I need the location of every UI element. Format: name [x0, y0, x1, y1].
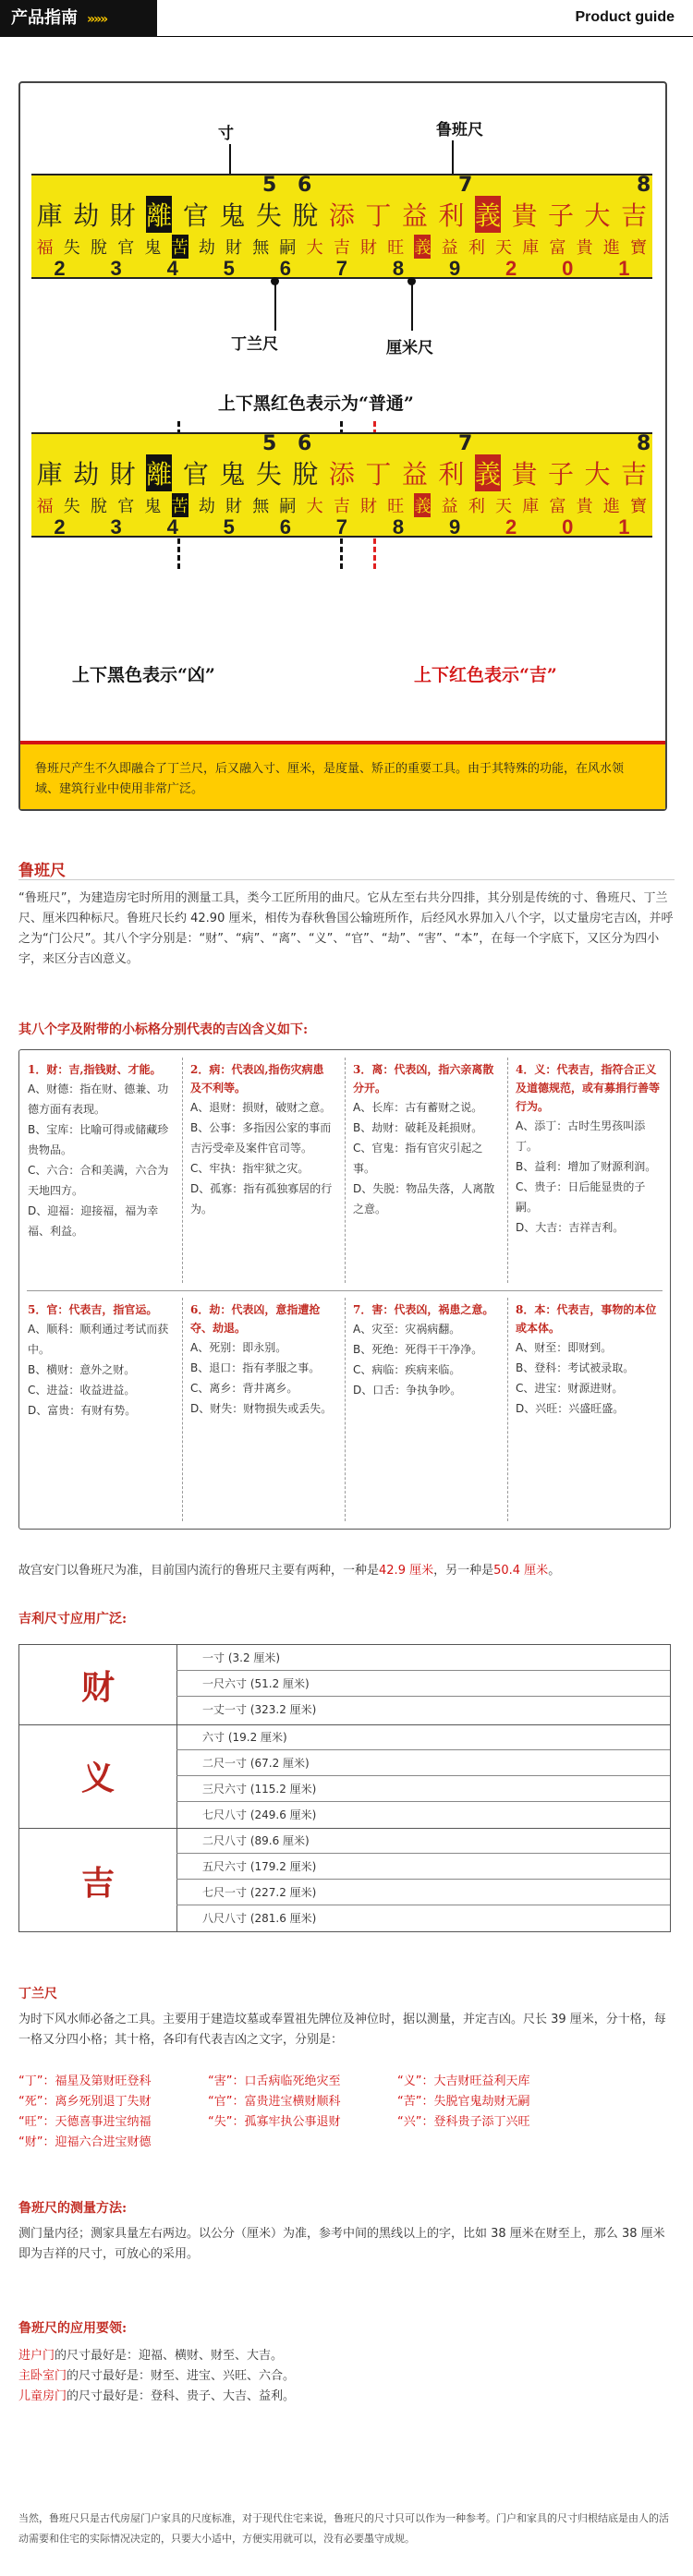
ruler-char: 寶 [630, 238, 648, 258]
dinglan-item [397, 2072, 530, 2092]
dinglan-value: ：大吉财旺益利天库 [421, 2074, 530, 2088]
ruler-digit: 6 [279, 515, 291, 538]
meaning-line: C、进宝：财源进财。 [516, 1382, 624, 1395]
size-row: 二尺一寸 (67.2 厘米) [176, 1750, 670, 1776]
ruler-char: 鬼 [144, 497, 162, 516]
usage-value: 的尺寸最好是：财至、进宝、兴旺、六合。 [67, 2369, 296, 2383]
text-part: 故宫安门以鲁班尺为准，目前国内流行的鲁班尺主要有两种，一种是 [18, 1564, 380, 1578]
ruler-row-luban [31, 454, 652, 491]
ruler-digit: 0 [562, 257, 574, 280]
lucky-char-ji: 吉 [80, 1864, 115, 1903]
ruler-char: 嗣 [279, 497, 297, 516]
meaning-line: A、财至：即财到。 [516, 1341, 613, 1354]
ruler-char: 吉 [333, 497, 350, 516]
dinglan-item [208, 2112, 341, 2133]
dinglan-key: “死” [18, 2095, 43, 2109]
dinglan-item [18, 2092, 152, 2112]
meaning-line: C、六合：合和美满，六合为天地四方。 [28, 1164, 169, 1197]
ruler-digit: 7 [335, 515, 348, 538]
usage-value: 的尺寸最好是：迎福、横财、财至、大吉。 [55, 2349, 284, 2363]
ruler-char: 進 [602, 497, 620, 516]
label-lubanchi: 鲁班尺 [436, 121, 483, 139]
size-row: 五尺六寸 (179.2 厘米) [176, 1854, 670, 1880]
caption-red: 上下红色表示“吉” [414, 665, 557, 685]
ruler-digit: 2 [505, 515, 517, 538]
ruler-char: 添 [328, 459, 355, 490]
ruler-char: 福 [36, 238, 54, 258]
ruler-char: 財 [360, 238, 378, 258]
label-cun: 寸 [218, 125, 234, 143]
ruler-digit: 3 [110, 515, 122, 538]
ruler-char: 旺 [387, 238, 405, 258]
ruler-char: 子 [547, 200, 574, 231]
caption-black: 上下黑色表示“凶” [72, 665, 215, 685]
dinglan-value: ：天德喜事进宝纳福 [43, 2115, 152, 2129]
ruler-char: 天 [495, 497, 513, 516]
ruler-char: 劫 [73, 459, 100, 490]
meaning-line: A、长库：古有蓄财之说。 [353, 1101, 483, 1114]
ruler-digit: 8 [392, 257, 405, 280]
meaning-title: 4．义：代表吉，指符合正义及道德规范，或有募捐行善等行为。 [516, 1063, 661, 1113]
meaning-line: B、横财：意外之财。 [28, 1363, 136, 1376]
meaning-title: 6．劫：代表凶，意指遭抢夺、劫退。 [190, 1303, 321, 1335]
ruler-char: 財 [109, 459, 136, 490]
ruler-char: 脫 [292, 459, 319, 490]
section-heading-sizes: 吉利尺寸应用广泛: [18, 1612, 128, 1627]
header-title: 产品指南 [11, 8, 78, 28]
meaning-title: 1．财：吉,指钱财、才能。 [28, 1063, 162, 1076]
ruler-digit: 8 [392, 515, 405, 538]
ruler-char: 利 [468, 238, 485, 258]
dinglan-key: “失” [208, 2115, 233, 2129]
ruler-char: 利 [438, 459, 465, 490]
ruler-char: 離 [146, 454, 172, 491]
ruler-char: 苦 [172, 493, 188, 517]
ruler-digit: 4 [166, 257, 178, 280]
dinglan-item [397, 2112, 530, 2133]
meaning-line: D、兴旺：兴盛旺盛。 [516, 1402, 625, 1415]
ruler-char: 吉 [621, 459, 648, 490]
pointer-dot [407, 277, 416, 285]
ruler-digit: 3 [110, 257, 122, 280]
size-row: 七尺八寸 (249.6 厘米) [202, 1808, 317, 1821]
ruler-char: 失 [255, 200, 282, 231]
size-row: 八尺八寸 (281.6 厘米) [202, 1912, 317, 1925]
ruler-char: 離 [146, 196, 172, 233]
tick-label: 8 [637, 432, 651, 455]
meaning-line: A、死别：即永别。 [190, 1341, 287, 1354]
section-para-method: 测门量内径；测家具量左右两边。以公分（厘米）为准，参考中间的黑线以上的字，比如 38 厘米在财至上，那么 38 厘米即为吉祥的尺寸，可放心的采用。 [18, 2227, 665, 2261]
ruler-char: 財 [360, 497, 378, 516]
meaning-line: D、大吉：吉祥吉利。 [516, 1221, 625, 1234]
ruler-digit: 9 [448, 515, 461, 538]
ruler-char: 益 [441, 238, 458, 258]
lucky-size-table [18, 1644, 671, 1932]
meaning-cell [344, 1289, 506, 1411]
dinglan-item [208, 2072, 341, 2092]
dinglan-value: ：富贵进宝横财顺科 [232, 2095, 341, 2109]
ruler-row-cm [31, 257, 652, 281]
ruler-char: 官 [182, 200, 209, 231]
ruler-char: 財 [109, 200, 136, 231]
ruler-digit: 5 [223, 257, 235, 280]
ruler-digit: 2 [505, 257, 517, 280]
meaning-line: D、口舌：争执争吵。 [353, 1384, 462, 1397]
ruler-char: 庫 [36, 459, 63, 490]
dinglan-value: ：口舌病临死绝灾至 [232, 2074, 341, 2088]
dinglan-key: “兴” [397, 2115, 422, 2129]
header-badge [0, 0, 157, 37]
ruler-char: 劫 [73, 200, 100, 231]
ruler-digit: 1 [618, 257, 630, 280]
meaning-cell [181, 1289, 344, 1430]
ruler-char: 鬼 [219, 459, 246, 490]
dinglan-item [208, 2092, 341, 2112]
footnote: 当然，鲁班尺只是古代房屋门户家具的尺度标准，对于现代住宅来说，鲁班尺的尺寸只可以作为一种参考。门户和家具的尺寸归根结底是由人的活动需要和住宅的实际情况决定的，只要大小适中，方便实用就可以，没有必要墨守成规。 [18, 2512, 669, 2545]
text-part: 。 [548, 1564, 561, 1578]
ruler-char: 脫 [91, 497, 107, 516]
dinglan-key: “义” [397, 2074, 422, 2088]
size-row: 一尺六寸 (51.2 厘米) [176, 1671, 670, 1697]
ruler-char: 苦 [172, 235, 188, 259]
size-row: 二尺八寸 (89.6 厘米) [176, 1828, 670, 1854]
size-row: 一寸 (3.2 厘米) [176, 1645, 670, 1671]
dinglan-key: “丁” [18, 2074, 43, 2088]
dinglan-value: ：失脱官鬼劫财无嗣 [421, 2095, 530, 2109]
ruler-char: 官 [182, 459, 209, 490]
usage-row [18, 2346, 675, 2366]
dinglan-item [18, 2072, 152, 2092]
meaning-line: C、进益：收益进益。 [28, 1384, 136, 1397]
meaning-line: A、添丁：古时生男孩叫添丁。 [516, 1119, 646, 1153]
meaning-line: C、离乡：背井离乡。 [190, 1382, 298, 1395]
section-heading-dinglan: 丁兰尺 [18, 1987, 57, 2002]
label-dinglanchi: 丁兰尺 [231, 335, 278, 354]
dinglan-value: ：登科贵子添丁兴旺 [421, 2115, 530, 2129]
meaning-line: C、贵子：日后能显贵的子嗣。 [516, 1180, 646, 1214]
ruler-char: 大 [306, 497, 323, 516]
tick-label: 5 [262, 432, 277, 455]
section-heading-usage: 鲁班尺的应用要领: [18, 2321, 128, 2336]
ruler-char: 吉 [621, 200, 648, 231]
ruler-char: 失 [63, 238, 80, 258]
meaning-title: 7．害：代表凶，祸患之意。 [353, 1303, 494, 1316]
ruler-char: 義 [475, 196, 501, 233]
value-50: 50.4 厘米 [493, 1564, 549, 1578]
pointer-dot [271, 277, 279, 285]
usage-list [18, 2346, 675, 2407]
meaning-line: A、灾至：灾祸病翻。 [353, 1323, 461, 1336]
ruler-char: 利 [438, 200, 465, 231]
meaning-line: B、益利：增加了财源利润。 [516, 1160, 657, 1173]
ruler-figure [18, 81, 667, 811]
meaning-line: D、财失：财物损失或丢失。 [190, 1402, 333, 1415]
meaning-title: 8．本：代表吉，事物的本位或本体。 [516, 1303, 657, 1335]
ruler-char: 貴 [576, 238, 593, 258]
ruler-char: 天 [495, 238, 513, 258]
meaning-line: A、退财：损财，破财之意。 [190, 1101, 332, 1114]
ruler-char: 子 [547, 459, 574, 490]
meaning-cell [344, 1049, 506, 1230]
usage-value: 的尺寸最好是：登科、贵子、大吉、益利。 [67, 2389, 296, 2403]
ruler-char: 丁 [365, 200, 392, 231]
meaning-line: D、迎福：迎接福，福为幸福、利益。 [28, 1204, 159, 1238]
ruler-char: 脫 [292, 200, 319, 231]
meaning-line: B、退口：指有孝服之事。 [190, 1361, 321, 1374]
ruler-digit: 9 [448, 257, 461, 280]
dinglan-value: ：离乡死别退丁失财 [43, 2095, 152, 2109]
meaning-title: 5．官：代表吉，指官运。 [28, 1303, 158, 1316]
dinglan-item [397, 2092, 530, 2112]
ruler-char: 庫 [522, 497, 540, 516]
ruler-top-numbers [31, 175, 652, 196]
ruler-char: 益 [401, 200, 428, 231]
ruler-char: 利 [468, 497, 485, 516]
usage-row [18, 2387, 675, 2407]
meaning-line: B、死绝：死得干干净净。 [353, 1343, 483, 1356]
meaning-line: B、登科：考试被录取。 [516, 1361, 635, 1374]
ruler-char: 嗣 [279, 238, 297, 258]
page-header [0, 0, 693, 37]
ruler-row-dinglan [31, 235, 652, 259]
ruler-digit: 4 [166, 515, 178, 538]
ruler-char: 寶 [630, 497, 648, 516]
ruler-bottom [31, 432, 652, 538]
dinglan-key: “害” [208, 2074, 233, 2088]
section-heading-eight: 其八个字及附带的小标格分别代表的吉凶含义如下: [18, 1022, 309, 1037]
lucky-char-cai: 财 [80, 1668, 115, 1707]
summary-bar: 鲁班尺产生不久即融合了丁兰尺，后又融入寸、厘米，是度量、矫正的重要工具。由于其特殊的功能，在风水领域、建筑行业中使用非常广泛。 [20, 744, 665, 809]
caption-normal: 上下黑红色表示为“普通” [218, 393, 414, 414]
dinglan-key: “官” [208, 2095, 233, 2109]
meaning-line: B、宝库：比喻可得或储藏珍贵物品。 [28, 1123, 169, 1156]
ruler-char: 庫 [36, 200, 63, 231]
ruler-char: 貴 [511, 200, 538, 231]
ruler-row-dinglan [31, 493, 652, 517]
meaning-line: D、富贵：有财有势。 [28, 1404, 137, 1417]
text-part: ，另一种是 [433, 1564, 494, 1578]
ruler-char: 丁 [365, 459, 392, 490]
ruler-char: 貴 [511, 459, 538, 490]
ruler-char: 義 [414, 235, 431, 259]
section-heading-method: 鲁班尺的测量方法: [18, 2201, 128, 2216]
meaning-line: A、财德：指在财、德兼、功德方面有表现。 [28, 1082, 169, 1116]
ruler-char: 脫 [91, 238, 107, 258]
ruler-digit: 1 [618, 515, 630, 538]
ruler-row-cm [31, 515, 652, 539]
section-para-luban: “鲁班尺”，为建造房宅时所用的测量工具，类今工匠所用的曲尺。它从左至右共分四排，其分别是传统的寸、鲁班尺、丁兰尺、厘米四种标尺。鲁班尺长约 42.90 厘米，相传为春秋鲁国公输班所作，后经风水界加入八个字，以丈量房宅吉凶，并呼之为“门公尺”。其八个字分别是：“财”、“病”、“离”、“义”、“官”、“劫”、“害”、“本”，在每一个字底下，又区分为四小字，来区分吉凶意义。 [18, 891, 674, 966]
ruler-digit: 2 [54, 257, 66, 280]
ruler-char: 益 [401, 459, 428, 490]
dinglan-item [18, 2112, 152, 2133]
ruler-char: 義 [475, 454, 501, 491]
meaning-line: C、牢执：指牢狱之灾。 [190, 1162, 310, 1175]
dinglan-value: ：孤寡牢执公事退财 [232, 2115, 341, 2129]
dinglan-value: ：迎福六合进宝财德 [43, 2135, 152, 2149]
ruler-char: 劫 [198, 497, 215, 516]
ruler-char: 添 [328, 200, 355, 231]
meaning-cell [506, 1049, 669, 1249]
size-row: 三尺六寸 (115.2 厘米) [176, 1776, 670, 1802]
ruler-char: 庫 [522, 238, 540, 258]
meaning-line: D、孤寡：指有孤独寡居的行为。 [190, 1182, 333, 1215]
ruler-char: 官 [117, 238, 135, 258]
meaning-line: C、病临：疾病来临。 [353, 1363, 461, 1376]
dinglan-value: ：福星及第财旺登科 [43, 2074, 152, 2088]
ruler-top [31, 174, 652, 279]
chevron-icon: »»» [87, 12, 107, 27]
meaning-line: B、公事：多指因公家的事而吉污受牵及案件官司等。 [190, 1121, 332, 1155]
dinglan-key: “苦” [397, 2095, 422, 2109]
ruler-char: 財 [225, 238, 243, 258]
lucky-char-yi: 义 [80, 1759, 115, 1797]
ruler-types-line [18, 1561, 675, 1581]
value-42: 42.9 厘米 [379, 1564, 434, 1578]
ruler-digit: 0 [562, 515, 574, 538]
ruler-digit: 6 [279, 257, 291, 280]
tick-label: 6 [298, 174, 312, 197]
ruler-char: 無 [252, 238, 270, 258]
ruler-bottom-numbers [31, 434, 652, 454]
ruler-row-luban [31, 196, 652, 233]
ruler-char: 大 [306, 238, 323, 258]
dinglan-item [18, 2133, 152, 2153]
ruler-char: 富 [549, 497, 566, 516]
usage-row [18, 2366, 675, 2387]
ruler-char: 鬼 [219, 200, 246, 231]
meaning-cell [181, 1049, 344, 1230]
usage-key: 主卧室门 [18, 2369, 67, 2383]
ruler-char: 鬼 [144, 238, 162, 258]
dinglan-key: “旺” [18, 2115, 43, 2129]
divider [18, 879, 675, 880]
label-limi: 厘米尺 [386, 339, 433, 357]
tick-label: 8 [637, 174, 651, 197]
size-row: 一丈一寸 (323.2 厘米) [202, 1703, 317, 1716]
meaning-line: B、劫财：破耗及耗损财。 [353, 1121, 483, 1134]
size-row: 七尺一寸 (227.2 厘米) [176, 1880, 670, 1905]
ruler-char: 失 [255, 459, 282, 490]
meaning-line: D、失脱：物品失落，人离散之意。 [353, 1182, 495, 1215]
usage-key: 儿童房门 [18, 2389, 67, 2403]
ruler-char: 益 [441, 497, 458, 516]
ruler-char: 福 [36, 497, 54, 516]
ruler-char: 進 [602, 238, 620, 258]
ruler-char: 旺 [387, 497, 405, 516]
ruler-char: 官 [117, 497, 135, 516]
meaning-title: 3．离：代表凶，指六亲离散分开。 [353, 1063, 494, 1094]
meaning-line: C、官鬼：指有官灾引起之事。 [353, 1142, 483, 1175]
ruler-char: 無 [252, 497, 270, 516]
tick-label: 6 [298, 432, 312, 455]
section-heading-luban: 鲁班尺 [18, 862, 66, 880]
usage-key: 进户门 [18, 2349, 55, 2363]
tick-label: 7 [458, 432, 473, 455]
ruler-char: 吉 [333, 238, 350, 258]
pointer-line [274, 281, 276, 331]
ruler-digit: 2 [54, 515, 66, 538]
meaning-title: 2．病：代表凶,指伤灾病患及不利等。 [190, 1063, 324, 1094]
size-row: 六寸 (19.2 厘米) [176, 1724, 670, 1750]
meaning-cell [506, 1289, 669, 1430]
tick-label: 5 [262, 174, 277, 197]
pointer-line [411, 281, 413, 331]
ruler-char: 失 [63, 497, 80, 516]
dinglan-key: “财” [18, 2135, 43, 2149]
ruler-char: 財 [225, 497, 243, 516]
meaning-line: A、顺科：顺利通过考试而获中。 [28, 1323, 169, 1356]
header-right-title: Product guide [575, 9, 675, 25]
ruler-char: 大 [584, 200, 611, 231]
tick-label: 7 [458, 174, 473, 197]
ruler-char: 貴 [576, 497, 593, 516]
meaning-cell [18, 1289, 181, 1432]
ruler-digit: 7 [335, 257, 348, 280]
ruler-char: 劫 [198, 238, 215, 258]
ruler-char: 富 [549, 238, 566, 258]
ruler-char: 義 [414, 493, 431, 517]
section-para-dinglan: 为时下风水师必备之工具。主要用于建造坟墓或奉置祖先牌位及神位时，据以测量，并定吉凶。尺长 39 厘米，分十格，每一格又分四小格；其十格，各印有代表吉凶之文字，分别是： [18, 2013, 666, 2047]
meaning-cell [18, 1049, 181, 1252]
ruler-char: 大 [584, 459, 611, 490]
ruler-digit: 5 [223, 515, 235, 538]
